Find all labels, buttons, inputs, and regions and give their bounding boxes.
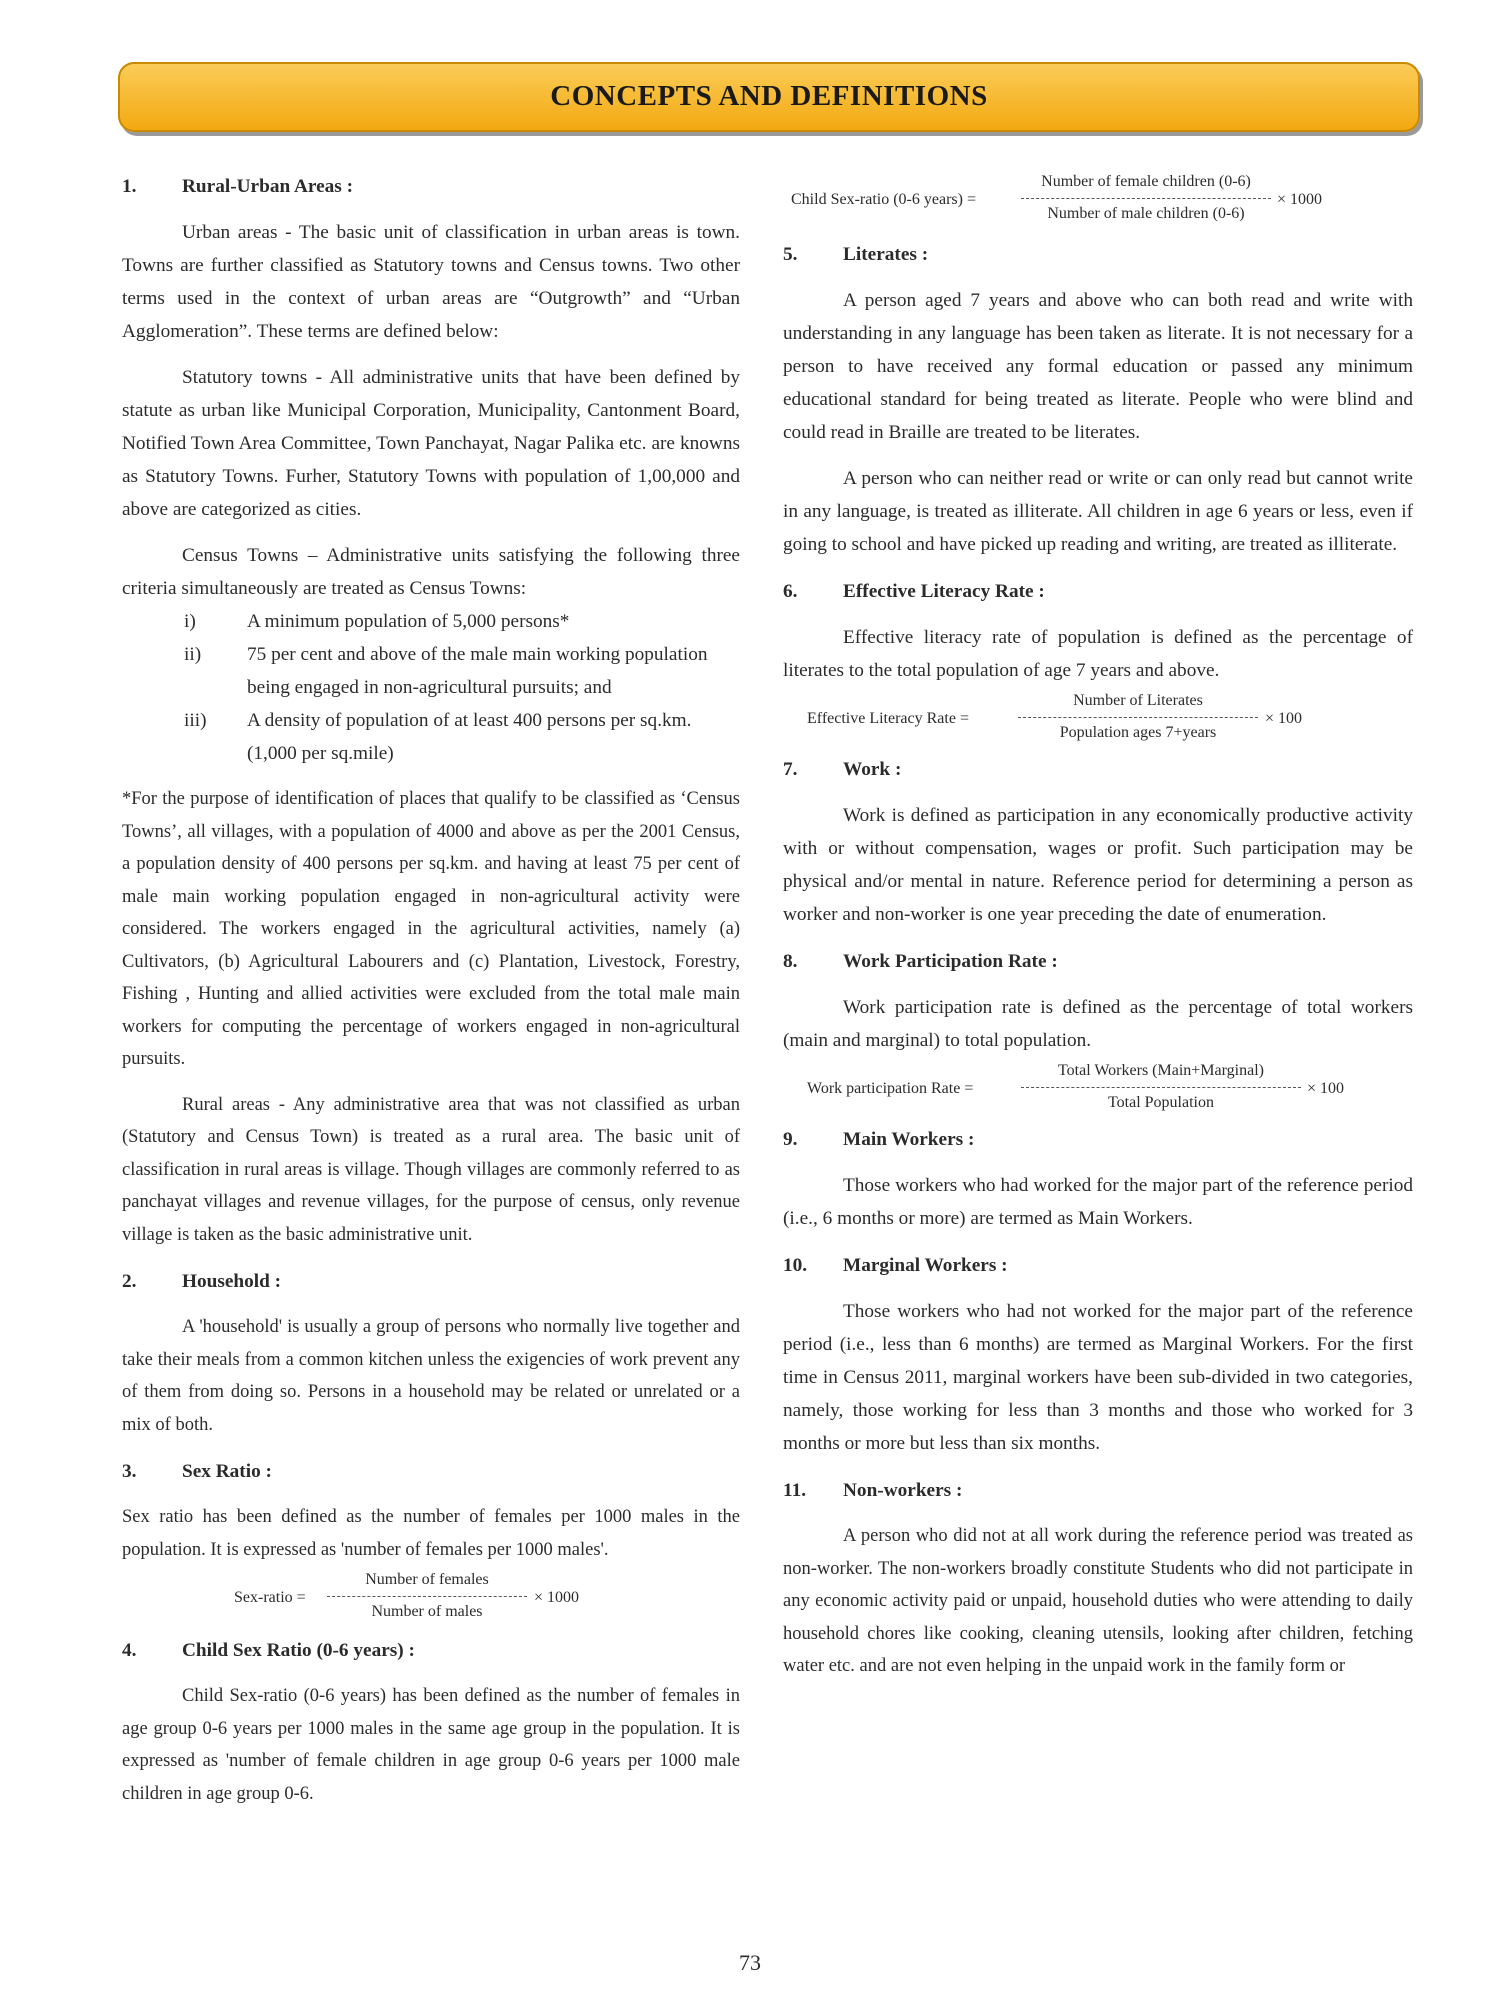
- effective-literacy-paragraph: Effective literacy rate of population is defined as the percentage of literates to the total population of age 7 years and above.: [783, 627, 1413, 681]
- child-sex-ratio-formula: [783, 168, 1413, 238]
- child-sex-ratio-paragraph: Child Sex-ratio (0-6 years) has been defined as the number of females in age group 0-6 years per 1000 males in the same age group in the population. It is expressed as 'number of female children in age group 0-6 years per 1000 male children in age group 0-6.: [122, 1686, 740, 1804]
- right-column: [783, 168, 1413, 1720]
- section-title: Work :: [843, 759, 902, 780]
- formula-denominator: Number of males: [371, 1603, 483, 1620]
- section-title: Main Workers :: [843, 1129, 975, 1150]
- section-title: Literates :: [843, 244, 929, 265]
- formula-multiplier: × 1000: [534, 1589, 580, 1606]
- work-participation-paragraph: Work participation rate is defined as the percentage of total workers (main and marginal) to total population.: [783, 997, 1413, 1051]
- formula-fraction: [1021, 172, 1271, 224]
- main-workers-paragraph: Those workers who had worked for the major part of the reference period (i.e., 6 months or more) are termed as Main Workers.: [783, 1175, 1413, 1229]
- effective-literacy-formula: [783, 687, 1413, 749]
- section-title: Rural-Urban Areas :: [182, 176, 354, 197]
- formula-numerator: Number of Literates: [1073, 692, 1203, 709]
- left-column: [122, 170, 740, 1804]
- formula-multiplier: × 100: [1307, 1080, 1345, 1097]
- work-participation-formula: [783, 1057, 1413, 1119]
- criteria-item: [122, 638, 740, 704]
- urban-areas-paragraph: Urban areas - The basic unit of classification in urban areas is town. Towns are further classified as Statutory towns and Census towns. Two other terms used in the context of urban areas are “Outgrowth” and “Urban Agglomeration”. These terms are defined below:: [122, 222, 740, 342]
- criteria-item: [122, 605, 740, 638]
- section-number: 5.: [783, 244, 798, 265]
- non-workers-paragraph: A person who did not at all work during the reference period was treated as non-worker. The non-workers broadly constitute Students who did not participate in any economic activity paid or unpaid, household duties who were attending to daily household chores like cooking, cleaning utensils, looking after children, fetching water etc. and are not even helping in the unpaid work in the family form or: [783, 1526, 1413, 1676]
- section-title: Child Sex Ratio (0-6 years) :: [182, 1640, 415, 1661]
- census-towns-paragraph: Census Towns – Administrative units satisfying the following three criteria simultaneously are treated as Census Towns:: [122, 545, 740, 599]
- fraction-line: [1018, 717, 1258, 718]
- section-number: 7.: [783, 759, 798, 780]
- sex-ratio-formula: [122, 1566, 740, 1628]
- criteria-number: ii): [184, 644, 202, 665]
- criteria-text: 75 per cent and above of the male main working population being engaged in non-agricultural pursuits; and: [247, 644, 708, 698]
- household-paragraph: A 'household' is usually a group of persons who normally live together and take their meals from a common kitchen unless the exigencies of work prevent any of them from doing so. Persons in a household may be related or unrelated or a mix of both.: [122, 1317, 740, 1435]
- fraction-line: [1021, 198, 1271, 199]
- page-title: CONCEPTS AND DEFINITIONS: [550, 80, 988, 112]
- title-banner: [118, 62, 1420, 132]
- formula-label: Effective Literacy Rate =: [807, 710, 969, 727]
- section-title: Non-workers :: [843, 1480, 963, 1501]
- formula-multiplier: × 100: [1265, 710, 1303, 727]
- section-heading-effective-literacy: [783, 575, 1413, 608]
- rural-areas-paragraph: Rural areas - Any administrative area that was not classified as urban (Statutory and Census Town) is treated as a rural area. The basic unit of classification in rural areas is village. Though villages are commonly referred to as panchayat villages and revenue villages, for the purpose of census, only revenue village is taken as the basic administrative unit.: [122, 1094, 740, 1245]
- section-title: Effective Literacy Rate :: [843, 581, 1045, 602]
- criteria-number: i): [184, 611, 196, 632]
- formula-label: Work participation Rate =: [807, 1080, 974, 1097]
- criteria-number: iii): [184, 710, 207, 731]
- statutory-towns-paragraph: Statutory towns - All administrative units that have been defined by statute as urban like Municipal Corporation, Municipality, Cantonment Board, Notified Town Area Committee, Town Panchayat, Nagar Palika etc. are knowns as Statutory Towns. Furher, Statutory Towns with population of 1,00,000 and above are categorized as cities.: [122, 367, 740, 520]
- formula-multiplier: × 1000: [1277, 191, 1323, 208]
- section-number: 3.: [122, 1461, 137, 1482]
- section-heading-household: [122, 1265, 740, 1298]
- fraction-line: [1021, 1087, 1301, 1088]
- formula-fraction: [1018, 691, 1258, 743]
- formula-fraction: [327, 1570, 527, 1622]
- section-heading-work-participation: [783, 945, 1413, 978]
- census-towns-footnote: *For the purpose of identification of places that qualify to be classified as ‘Census Towns’, all villages, with a population of 4000 and above as per the 2001 Census, a population density of 400 persons per sq.km. and having at least 75 per cent of male main working population engaged in non-agricultural activity were considered. The workers engaged in the agricultural activities, namely (a) Cultivators, (b) Agricultural Labourers and (c) Plantation, Livestock, Forestry, Fishing , Hunting and allied activities were excluded from the total male main workers for computing the percentage of workers engaged in non-agricultural pursuits.: [122, 789, 740, 1069]
- marginal-workers-paragraph: Those workers who had not worked for the major part of the reference period (i.e., less than 6 months) are termed as Marginal Workers. For the first time in Census 2011, marginal workers have been sub-divided in two categories, namely, those working for less than 3 months and those who worked for 3 months or more but less than six months.: [783, 1301, 1413, 1454]
- section-heading-main-workers: [783, 1123, 1413, 1156]
- section-number: 6.: [783, 581, 798, 602]
- section-number: 9.: [783, 1129, 798, 1150]
- formula-numerator: Number of females: [365, 1571, 489, 1588]
- formula-numerator: Total Workers (Main+Marginal): [1058, 1062, 1264, 1079]
- formula-denominator: Number of male children (0-6): [1047, 205, 1245, 222]
- section-title: Household :: [182, 1271, 282, 1292]
- section-heading-non-workers: [783, 1474, 1413, 1507]
- formula-label: Child Sex-ratio (0-6 years) =: [791, 191, 976, 208]
- section-heading-rural-urban: [122, 170, 740, 203]
- section-title: Work Participation Rate :: [843, 951, 1058, 972]
- criteria-item: [122, 704, 740, 770]
- fraction-line: [327, 1596, 527, 1597]
- criteria-text: A density of population of at least 400 persons per sq.km. (1,000 per sq.mile): [247, 710, 692, 764]
- page-number: 73: [739, 1950, 761, 1975]
- work-paragraph: Work is defined as participation in any economically productive activity with or without compensation, wages or profit. Such participation may be physical and/or mental in nature. Reference period for determining a person as worker and non-worker is one year preceding the date of enumeration.: [783, 805, 1413, 925]
- formula-numerator: Number of female children (0-6): [1041, 173, 1251, 190]
- section-number: 11.: [783, 1480, 807, 1501]
- section-title: Marginal Workers :: [843, 1255, 1008, 1276]
- formula-fraction: [1021, 1061, 1301, 1113]
- section-title: Sex Ratio :: [182, 1461, 272, 1482]
- literates-paragraph: A person aged 7 years and above who can both read and write with understanding in any language has been taken as literate. It is not necessary for a person to have received any formal education or passed any minimum educational standard for being treated as literate. People who were blind and could read in Braille are treated to be literates.: [783, 290, 1413, 443]
- section-number: 2.: [122, 1271, 137, 1292]
- section-heading-sex-ratio: [122, 1455, 740, 1488]
- formula-denominator: Total Population: [1108, 1094, 1214, 1111]
- section-heading-literates: [783, 238, 1413, 271]
- section-number: 8.: [783, 951, 798, 972]
- section-heading-child-sex-ratio: [122, 1634, 740, 1667]
- formula-denominator: Population ages 7+years: [1059, 724, 1217, 741]
- criteria-text: A minimum population of 5,000 persons*: [247, 611, 570, 632]
- sex-ratio-paragraph: Sex ratio has been defined as the number of females per 1000 males in the population. It is expressed as 'number of females per 1000 males'.: [122, 1507, 740, 1560]
- section-heading-marginal-workers: [783, 1249, 1413, 1282]
- formula-label: Sex-ratio =: [234, 1589, 306, 1606]
- section-number: 1.: [122, 176, 137, 197]
- section-number: 4.: [122, 1640, 137, 1661]
- section-heading-work: [783, 753, 1413, 786]
- illiterates-paragraph: A person who can neither read or write or can only read but cannot write in any language, is treated as illiterate. All children in age 6 years or less, even if going to school and have picked up reading and writing, are treated as illiterate.: [783, 468, 1413, 555]
- section-number: 10.: [783, 1255, 808, 1276]
